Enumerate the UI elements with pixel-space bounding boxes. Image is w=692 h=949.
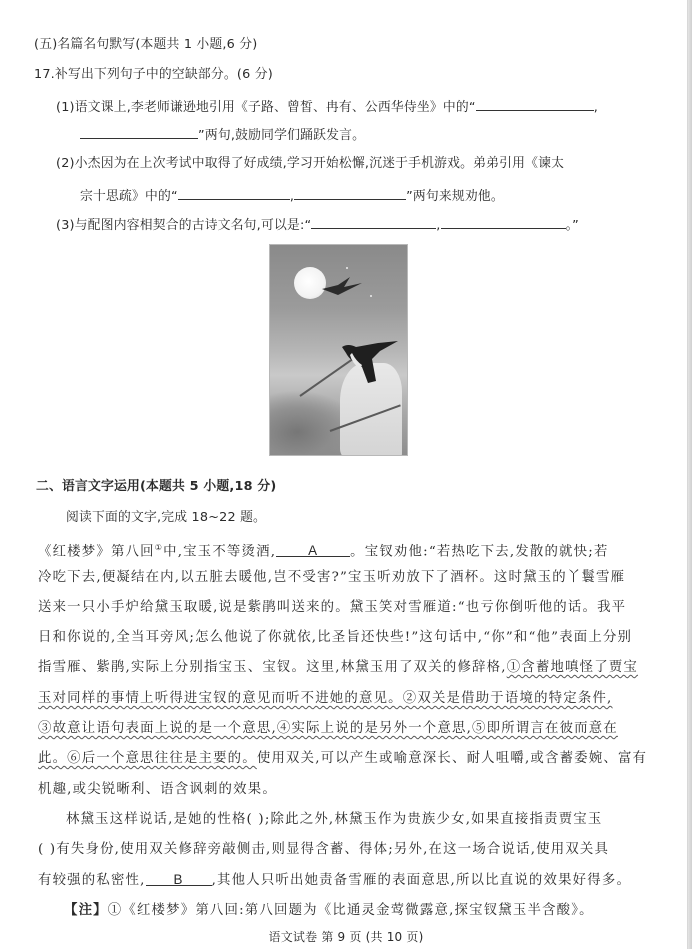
- q17-item2-line2: [80, 185, 504, 206]
- star-icon: [346, 267, 348, 269]
- passage-line: [38, 539, 609, 561]
- swallow-icon: [320, 275, 365, 300]
- passage-text: 中,宝玉不等烫酒,: [163, 544, 277, 560]
- blank-b[interactable]: B: [146, 871, 212, 886]
- passage-line: [38, 750, 647, 768]
- item-text: (1)语文课上,李老师谦逊地引用《子路、曾皙、冉有、公西华侍坐》中的“: [56, 100, 476, 115]
- passage-line: 送来一只小手炉给黛玉取暖,说是紫鹃叫送来的。黛玉笑对雪雁道:“也亏你倒听他的话。我平: [38, 600, 627, 615]
- footnote-label: 【注】: [64, 902, 108, 918]
- answer-blank[interactable]: [476, 96, 594, 111]
- item-text: ,: [289, 189, 295, 204]
- answer-blank[interactable]: [311, 214, 436, 229]
- footnote: [64, 901, 594, 920]
- passage-line: 林黛玉这样说话,是她的性格( );除此之外,林黛玉作为贵族少女,如果直接指责贾宝玉: [66, 812, 603, 827]
- wavy-underlined-text: 此。⑥后一个意思往往是主要的。: [38, 751, 257, 766]
- answer-blank[interactable]: [80, 124, 198, 139]
- item-text: 。”: [565, 218, 580, 233]
- item-text: 宗十思疏》中的“: [80, 189, 178, 204]
- passage-line: [38, 690, 613, 708]
- passage-text: 《红楼梦》第八回: [38, 544, 155, 560]
- section-heading: 二、语言文字运用(本题共 5 小题,18 分): [36, 479, 277, 494]
- star-icon: [370, 295, 372, 297]
- passage-text: 指雪雁、紫鹃,实际上分别指宝玉、宝钗。这里,林黛玉用了双关的修辞格,: [38, 660, 507, 675]
- question-title: 17.补写出下列句子中的空缺部分。(6 分): [34, 67, 273, 82]
- item-text: ,: [593, 100, 599, 115]
- passage-text: 使用双关,可以产生或喻意深长、耐人咀嚼,或含蓄委婉、富有: [256, 751, 648, 766]
- answer-blank[interactable]: [294, 185, 406, 200]
- passage-line: 冷吃下去,便凝结在内,以五脏去暖他,岂不受害?”宝玉听劝放下了酒杯。这时黛玉的丫鬟雪雁: [38, 570, 626, 585]
- q17-item3: [56, 214, 579, 235]
- q17-item1-line2: [80, 124, 365, 145]
- footnote-ref: ①: [154, 543, 164, 552]
- footnote-text: ①《红楼梦》第八回:第八回题为《比通灵金莺微露意,探宝钗黛玉半含酸》。: [107, 903, 594, 918]
- page-edge: [687, 0, 692, 949]
- wavy-underlined-text: ①含蓄地嗔怪了贾宝: [506, 660, 639, 675]
- q17-item1-line1: [56, 96, 598, 117]
- passage-text: 有较强的私密性,: [38, 873, 146, 888]
- passage-text: 。宝钗劝他:“若热吃下去,发散的就快;若: [350, 544, 609, 560]
- answer-blank[interactable]: [178, 185, 290, 200]
- passage-line: [38, 659, 638, 677]
- item-text: ,: [436, 218, 441, 233]
- wavy-underlined-text: 玉对同样的事情上听得进宝钗的意见而听不进她的意见。②双关是借助于语境的特定条件,: [38, 691, 613, 706]
- item-text: ”两句,鼓励同学们踊跃发言。: [198, 128, 366, 143]
- q17-item2-line1: (2)小杰因为在上次考试中取得了好成绩,学习开始松懈,沉迷于手机游戏。弟弟引用《谏太: [56, 156, 565, 171]
- page-footer: 语文试卷 第 9 页 (共 10 页): [268, 930, 424, 944]
- passage-line: [38, 871, 631, 890]
- passage-line: 机趣,或尖锐晰利、语含讽刺的效果。: [38, 782, 277, 797]
- item-text: (3)与配图内容相契合的古诗文名句,可以是:“: [56, 218, 312, 233]
- blank-a[interactable]: A: [276, 542, 350, 557]
- wavy-underlined-text: ③故意让语句表面上说的是一个意思,④实际上说的是另外一个意思,⑤即所谓言在彼而意在: [38, 721, 618, 736]
- reading-instruction: 阅读下面的文字,完成 18~22 题。: [66, 510, 267, 525]
- section-heading: (五)名篇名句默写(本题共 1 小题,6 分): [34, 37, 258, 52]
- passage-line: [38, 720, 618, 738]
- item-text: ”两句来规劝他。: [406, 189, 504, 204]
- perched-bird-icon: [338, 341, 400, 393]
- passage-line: ( )有失身份,使用双关修辞旁敲侧击,则显得含蓄、得体;另外,在这一场合说话,使用双关具: [38, 842, 610, 857]
- passage-text: ,其他人只听出她责备雪雁的表面意思,所以比直说的效果好得多。: [211, 873, 632, 888]
- passage-line: 日和你说的,全当耳旁风;怎么他说了你就依,比圣旨还快些!”这句话中,“你”和“他”表面上分别: [38, 630, 633, 645]
- answer-blank[interactable]: [441, 214, 566, 229]
- ink-painting-figure: [269, 244, 408, 456]
